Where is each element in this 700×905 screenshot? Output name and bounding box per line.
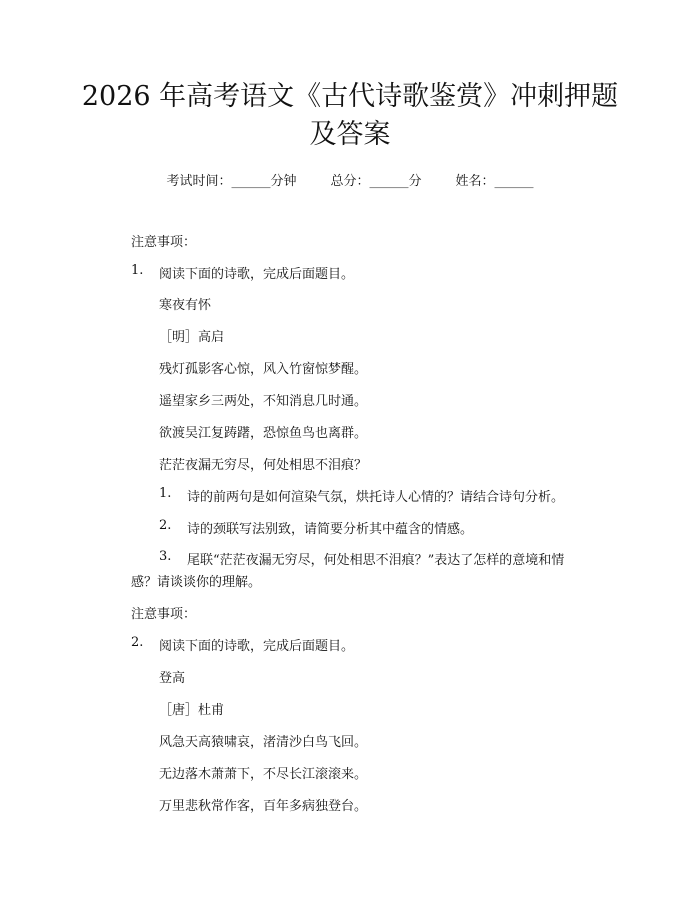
poem-line: 欲渡吴江复踌躇，恐惊鱼鸟也离群。 [159, 426, 368, 441]
sub-question-number: 3. [159, 549, 172, 564]
poem-line: 遥望家乡三两处，不知消息几时通。 [159, 394, 368, 409]
sub-question-number: 2. [159, 518, 172, 533]
document-title [80, 78, 620, 154]
sub-question-text: 诗的颈联写法别致，请简要分析其中蕴含的情感。 [187, 522, 474, 537]
total-score-field: 总分：______分 [330, 174, 422, 189]
exam-time-field: 考试时间：______分钟 [166, 174, 297, 189]
question-instruction: 阅读下面的诗歌，完成后面题目。 [159, 639, 355, 654]
exam-info-row [0, 170, 700, 189]
poem-line: 风急天高猿啸哀，渚清沙白鸟飞回。 [159, 735, 368, 750]
notice-heading: 注意事项： [131, 235, 197, 250]
poem-author: ［唐］杜甫 [159, 703, 225, 718]
poem-line: 无边落木萧萧下，不尽长江滚滚来。 [159, 767, 368, 782]
poem-author: ［明］高启 [159, 330, 225, 345]
title-line-2: 及答案 [309, 119, 391, 150]
question-number: 2. [131, 635, 144, 650]
sub-question-text-continued: 感？请谈谈你的理解。 [131, 575, 262, 590]
poem-title: 寒夜有怀 [159, 298, 212, 313]
poem-line: 万里悲秋常作客，百年多病独登台。 [159, 799, 368, 814]
poem-line: 残灯孤影客心惊，风入竹窗惊梦醒。 [159, 362, 368, 377]
poem-title: 登高 [159, 671, 186, 686]
sub-question-number: 1. [159, 486, 172, 501]
question-instruction: 阅读下面的诗歌，完成后面题目。 [159, 267, 355, 282]
title-line-1: 2026 年高考语文《古代诗歌鉴赏》冲刺押题 [81, 81, 619, 112]
question-number: 1. [131, 263, 144, 278]
sub-question-text: 尾联“茫茫夜漏无穷尽，何处相思不泪痕？”表达了怎样的意境和情 [187, 553, 565, 568]
sub-question-text: 诗的前两句是如何渲染气氛，烘托诗人心情的？请结合诗句分析。 [187, 490, 565, 505]
notice-heading: 注意事项： [131, 607, 197, 622]
poem-line: 茫茫夜漏无穷尽，何处相思不泪痕？ [159, 458, 368, 473]
name-field: 姓名：______ [455, 174, 534, 189]
